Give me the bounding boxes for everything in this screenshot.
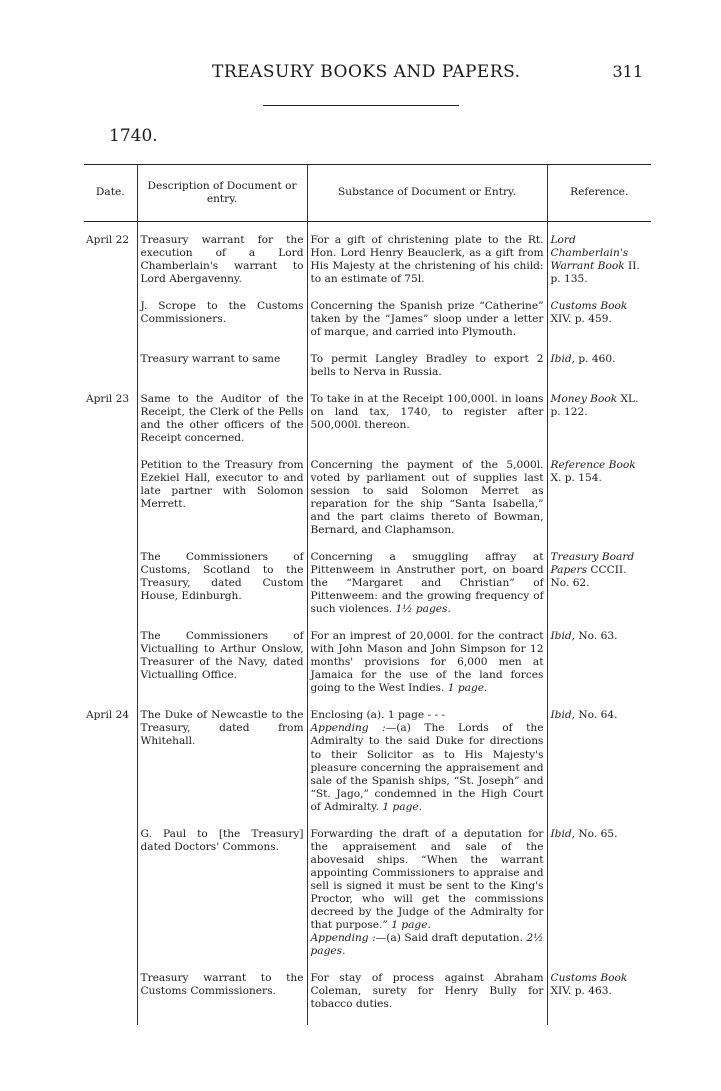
entry-reference	[547, 393, 651, 459]
table-row	[84, 972, 651, 1025]
entry-date	[84, 300, 137, 353]
entry-date	[84, 353, 137, 393]
reference-source: Ibid,	[550, 709, 576, 722]
entry-reference	[547, 459, 651, 551]
entry-reference	[547, 630, 651, 709]
entry-date: April 24	[86, 709, 130, 722]
entry-date	[84, 828, 137, 972]
reference-locator: CCCII. No. 62.	[550, 564, 627, 590]
entry-date: April 22	[86, 234, 130, 246]
substance-text: To permit Langley Bradley to export 2 bells to Nerva in Russia.	[310, 353, 544, 379]
entry-date	[84, 630, 137, 709]
entry-substance	[307, 393, 547, 459]
year-heading: 1740.	[109, 126, 158, 146]
entry-substance	[307, 828, 547, 972]
table-row	[84, 630, 651, 709]
table-row	[84, 551, 651, 630]
reference-source: Ibid,	[550, 630, 576, 643]
entry-substance	[307, 630, 547, 709]
reference-locator: No. 64.	[578, 709, 618, 722]
entry-reference	[547, 222, 651, 301]
entry-date	[84, 972, 137, 1025]
running-title: TREASURY BOOKS AND PAPERS.	[212, 62, 521, 82]
records-table	[84, 164, 651, 1025]
appending-page-count: 2½ pages.	[310, 931, 544, 957]
header-rule	[263, 105, 459, 106]
entry-substance	[307, 972, 547, 1025]
appending-note	[311, 932, 544, 958]
reference-locator: No. 65.	[578, 827, 618, 840]
reference-locator: XIV. p. 459.	[550, 313, 612, 326]
substance-text: For stay of process against Abraham Coleman, surety for Henry Bully for tobacco duties.	[310, 971, 544, 1010]
reference-source: Ibid,	[550, 353, 576, 366]
table-row	[84, 709, 651, 827]
entry-substance	[307, 709, 547, 827]
appending-text: —(a) The Lords of the Admiralty to the said Duke for directions to their Solicitor as to His Majesty's pleasure concerning the appraisement and sale of the Spanish ships, “St. Joseph” and “St. Jago,” condemned in the High Court of Admiralty.	[310, 722, 544, 813]
entry-substance	[307, 551, 547, 630]
reference-source: Treasury Board Papers	[550, 551, 635, 577]
reference-source: Customs Book	[550, 300, 628, 313]
reference-locator: XIV. p. 463.	[550, 984, 612, 997]
page-count-note: 1 page.	[447, 682, 488, 695]
appending-page-count: 1 page.	[382, 800, 423, 813]
entry-description: Same to the Auditor of the Receipt, the Clerk of the Pells and the other officers of the Receipt concerned.	[137, 393, 307, 459]
appending-label: Appending :	[310, 722, 386, 735]
entry-description: G. Paul to [the Treasury] dated Doctors' Commons.	[137, 828, 307, 972]
substance-text: Concerning the Spanish prize “Catherine” taken by the “James” sloop under a letter of marque, and carried into Plymouth.	[310, 300, 544, 339]
entry-reference	[547, 709, 651, 827]
column-header-description: Description of Document or entry.	[137, 165, 307, 222]
reference-locator: p. 460.	[578, 353, 616, 366]
entry-reference	[547, 300, 651, 353]
entry-description: The Commissioners of Victualling to Arthur Onslow, Treasurer of the Navy, dated Victualling Office.	[137, 630, 307, 709]
substance-text: For a gift of christening plate to the Rt. Hon. Lord Henry Beauclerk, as a gift from His Majesty at the christening of his child: to an estimate of 75l.	[310, 234, 544, 286]
table-row	[84, 353, 651, 393]
entry-substance	[307, 353, 547, 393]
page-count-note: 1 page.	[391, 918, 431, 931]
entry-description: The Commissioners of Customs, Scotland to the Treasury, dated Custom House, Edinburgh.	[137, 551, 307, 630]
substance-text: Forwarding the draft of a deputation for the appraisement and sale of the abovesaid ships. “When the warrant appointing Commissioners to appraise and sell is signed it must be sent to the King's Proctor, who will get the commissions decreed by the Judge of the Admiralty for that purpose.”	[310, 827, 544, 931]
appending-note	[311, 722, 544, 813]
entry-substance	[307, 222, 547, 301]
table-row	[84, 393, 651, 459]
reference-locator: XL. p. 122.	[550, 393, 639, 419]
entry-description: The Duke of Newcastle to the Treasury, dated from Whitehall.	[137, 709, 307, 827]
entry-description: Petition to the Treasury from Ezekiel Hall, executor to and late partner with Solomon Merrett.	[137, 459, 307, 551]
reference-source: Lord Chamberlain's Warrant Book	[550, 234, 629, 273]
substance-text: Concerning the payment of the 5,000l. voted by parliament out of supplies last session to said Solomon Merret as reparation for the ship “Santa Isabella,” and the part claims thereto of Bowman, Bernard, and Claphamson.	[310, 459, 544, 537]
entry-reference	[547, 828, 651, 972]
entry-description: Treasury warrant for the execution of a Lord Chamberlain's warrant to Lord Abergavenny.	[137, 222, 307, 301]
reference-locator: No. 63.	[578, 630, 618, 643]
entry-substance	[307, 300, 547, 353]
entry-description: Treasury warrant to same	[137, 353, 307, 393]
table-row	[84, 300, 651, 353]
entry-date	[84, 551, 137, 630]
reference-locator: X. p. 154.	[550, 472, 602, 485]
reference-source: Customs Book	[550, 971, 628, 984]
page-count-note: 1½ pages.	[395, 603, 451, 616]
entry-description: Treasury warrant to the Customs Commissioners.	[137, 972, 307, 1025]
entry-reference	[547, 551, 651, 630]
substance-text: Enclosing (a). 1 page - - -	[310, 709, 445, 722]
appending-label: Appending :	[310, 931, 376, 944]
reference-source: Ibid,	[550, 827, 576, 840]
appending-text: —(a) Said draft deputation.	[375, 931, 523, 944]
substance-text: To take in at the Receipt 100,000l. in loans on land tax, 1740, to register after 500,000l. thereon.	[310, 393, 544, 432]
table-row	[84, 828, 651, 972]
column-header-date: Date.	[84, 165, 137, 222]
entry-reference	[547, 972, 651, 1025]
column-header-reference: Reference.	[547, 165, 651, 222]
table-row	[84, 459, 651, 551]
substance-text: Concerning a smuggling affray at Pittenweem in Anstruther port, on board the “Margaret and Christian” of Pittenweem: and the growing frequency of such violences.	[310, 551, 544, 616]
entry-date: April 23	[86, 393, 130, 406]
page-header	[0, 62, 721, 92]
column-header-substance: Substance of Document or Entry.	[307, 165, 547, 222]
table-header-row	[84, 165, 651, 222]
reference-locator: II. p. 135.	[550, 260, 640, 286]
entry-description: J. Scrope to the Customs Commissioners.	[137, 300, 307, 353]
substance-text: For an imprest of 20,000l. for the contract with John Mason and John Simpson for 12 months' provisions for 6,000 men at Jamaica for the use of the land forces going to the West Indies.	[310, 630, 544, 695]
reference-source: Money Book	[550, 393, 618, 406]
page-number: 311	[612, 62, 643, 81]
table-row	[84, 222, 651, 301]
reference-source: Reference Book	[550, 459, 636, 472]
entry-date	[84, 459, 137, 551]
entry-substance	[307, 459, 547, 551]
entry-reference	[547, 353, 651, 393]
